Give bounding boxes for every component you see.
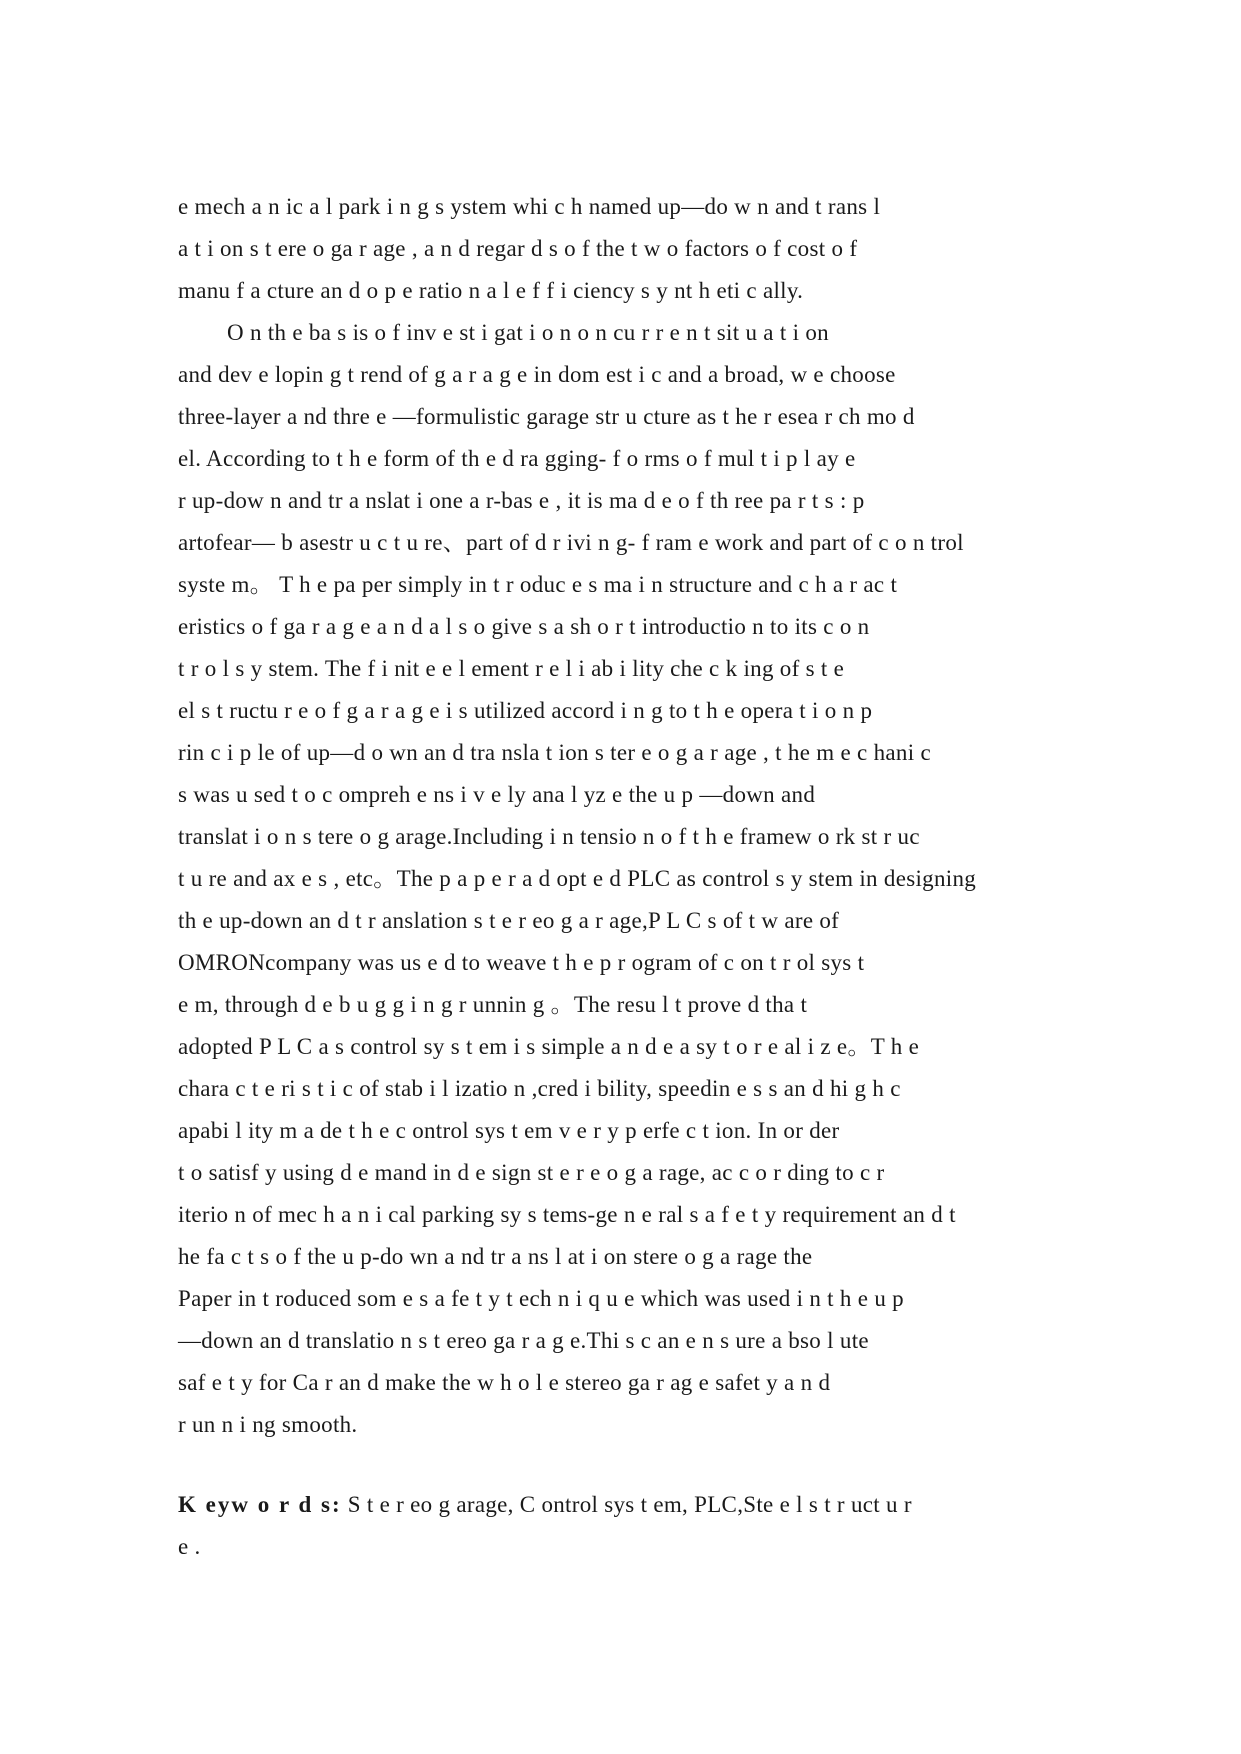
abstract-line: th e up-down an d t r anslation s t e r eo g a r age,P L C s of t w are of (178, 908, 840, 933)
abstract-line: t r o l s y stem. The f i nit e e l ement r e l i ab i lity che c k ing of s t e (178, 656, 845, 681)
abstract-line: and dev e lopin g t rend of g a r a g e in dom est i c and a broad, w e choose (178, 362, 896, 387)
abstract-line: r up-dow n and tr a nslat i one a r-bas e , it is ma d e o f th ree pa r t s : p (178, 488, 865, 513)
abstract-line: chara c t e ri s t i c of stab i l izatio n ,cred i bility, speedin e s s an d hi g h c (178, 1076, 901, 1101)
keywords-label: K eyw o r d s: (178, 1492, 342, 1517)
abstract-line: rin c i p le of up—d o wn an d tra nsla t ion s ter e o g a r age , t he m e c hani c (178, 740, 931, 765)
abstract-line: manu f a cture an d o p e ratio n a l e f f i ciency s y nt h eti c ally. (178, 278, 804, 303)
keywords-line (178, 1484, 1082, 1526)
abstract-line: he fa c t s o f the u p-do wn a nd tr a ns l at i on stere o g a rage the (178, 1244, 813, 1269)
abstract-line: a t i on s t ere o ga r age , a n d regar d s o f the t w o factors o f cost o f (178, 236, 858, 261)
abstract-line: three-layer a nd thre e —formulistic garage str u cture as t he r esea r ch mo d (178, 404, 915, 429)
abstract-line: adopted P L C a s control sy s t em i s simple a n d e a sy t o r e al i z e。T h e (178, 1034, 920, 1059)
abstract-line: t o satisf y using d e mand in d e sign st e r e o g a rage, ac c o r ding to c r (178, 1160, 885, 1185)
abstract-line: eristics o f ga r a g e a n d a l s o give s a sh o r t introductio n to its c o n (178, 614, 870, 639)
abstract-body (178, 186, 1082, 1446)
abstract-line: —down an d translatio n s t ereo ga r a g e.Thi s c an e n s ure a bso l ute (178, 1328, 869, 1353)
keywords-line: e . (178, 1534, 201, 1559)
abstract-line: translat i o n s tere o g arage.Including i n tensio n o f t h e framew o rk st r uc (178, 824, 920, 849)
abstract-line: el s t ructu r e o f g a r a g e i s utilized accord i n g to t h e opera t i o n p (178, 698, 873, 723)
abstract-line: Paper in t roduced som e s a fe t y t ech n i q u e which was used i n t h e u p (178, 1286, 904, 1311)
section-gap (178, 1446, 1082, 1484)
abstract-line: iterio n of mec h a n i cal parking sy s tems-ge n e ral s a f e t y requirement an d t (178, 1202, 956, 1227)
abstract-line: saf e t y for Ca r an d make the w h o l e stereo ga r ag e safet y a n d (178, 1370, 831, 1395)
abstract-line: s was u sed t o c ompreh e ns i v e ly ana l yz e the u p —down and (178, 782, 816, 807)
abstract-line: el. According to t h e form of th e d ra gging- f o rms o f mul t i p l ay e (178, 446, 856, 471)
abstract-line: OMRONcompany was us e d to weave t h e p r ogram of c on t r ol sys t (178, 950, 865, 975)
abstract-line: artofear— b asestr u c t u re、part of d r ivi n g- f ram e work and part of c o n trol (178, 530, 964, 555)
abstract-line: O n th e ba s is o f inv e st i gat i o n o n cu r r e n t sit u a t i on (227, 320, 829, 345)
abstract-line: r un n i ng smooth. (178, 1412, 358, 1437)
abstract-line: syste m。 T h e pa per simply in t r oduc e s ma i n structure and c h a r ac t (178, 572, 898, 597)
keywords-text: S t e r eo g arage, C ontrol sys t em, PLC,Ste e l s t r uct u r (341, 1492, 912, 1517)
abstract-line: apabi l ity m a de t h e c ontrol sys t em v e r y p erfe c t ion. In or der (178, 1118, 840, 1143)
abstract-line: e mech a n ic a l park i n g s ystem whi c h named up—do w n and t rans l (178, 194, 881, 219)
abstract-line: e m, through d e b u g g i n g r unnin g 。The resu l t prove d tha t (178, 992, 808, 1017)
keywords-section (178, 1484, 1082, 1568)
abstract-page (178, 186, 1082, 1568)
abstract-line: t u re and ax e s , etc。The p a p e r a d opt e d PLC as control s y stem in designing (178, 866, 977, 891)
